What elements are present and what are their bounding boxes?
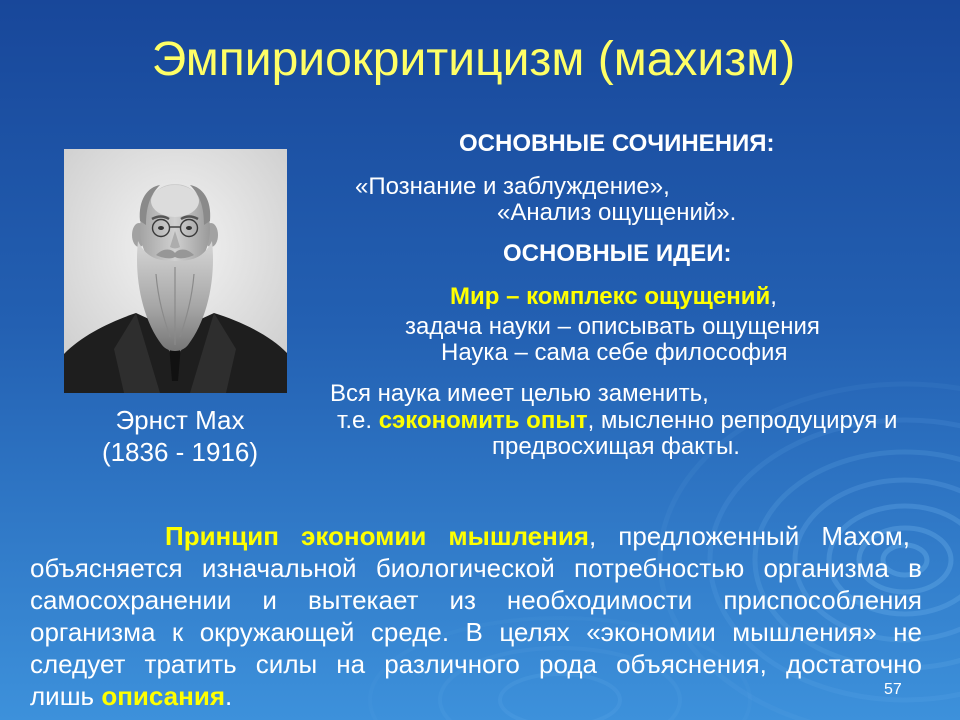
eye-right: [186, 226, 192, 230]
description-highlight: описания: [101, 681, 225, 711]
page-number: 57: [884, 681, 902, 698]
economy-line: Вся наука имеет целью заменить,: [330, 380, 709, 407]
portrait-drawing: [64, 149, 287, 393]
principle-highlight: Принцип экономии мышления: [165, 521, 589, 551]
slide-title: Эмпириокритицизм (махизм): [151, 33, 796, 86]
person-name: Эрнст Мах: [115, 405, 245, 435]
last-line-end: .: [225, 681, 233, 711]
idea-line: задача науки – описывать ощущения: [405, 313, 820, 340]
economy-line: предвосхищая факты.: [492, 433, 740, 460]
idea-line-rest: ,: [770, 283, 777, 310]
portrait-caption: [80, 404, 280, 468]
paragraph-line: самосохранении и вытекает из необходимости приспособления: [30, 585, 922, 615]
economy-line-rest: , мысленно репродуцируя и: [587, 407, 898, 434]
portrait-photo: [64, 149, 287, 393]
works-heading: ОСНОВНЫЕ СОЧИНЕНИЯ:: [459, 130, 775, 157]
ideas-heading: ОСНОВНЫЕ ИДЕИ:: [503, 240, 732, 267]
eye-left: [158, 226, 164, 230]
paragraph-line: [30, 520, 922, 552]
forehead: [151, 185, 199, 217]
work-item: «Анализ ощущений».: [497, 199, 737, 226]
economy-line: [337, 407, 897, 435]
last-line-prefix: лишь: [30, 681, 102, 711]
paragraph-line: [30, 680, 922, 712]
paragraph-line: объясняется изначальной биологической потребностью организма в: [30, 553, 922, 583]
paragraph-line: следует тратить силы на различного рода объяснения, достаточно: [30, 649, 922, 679]
economy-highlight: сэкономить опыт: [378, 407, 588, 434]
economy-prefix: т.е.: [337, 407, 379, 434]
idea-line: [450, 283, 777, 311]
idea-highlight: Мир – комплекс ощущений: [450, 283, 771, 310]
person-years: (1836 - 1916): [101, 437, 259, 467]
idea-line: Наука – сама себе философия: [441, 339, 788, 366]
work-item: «Познание и заблуждение»,: [355, 173, 670, 200]
principle-paragraph: [30, 520, 922, 712]
principle-line-rest: , предложенный Махом,: [588, 521, 910, 551]
paragraph-line: организма к окружающей среде. В целях «экономии мышления» не: [30, 617, 922, 647]
